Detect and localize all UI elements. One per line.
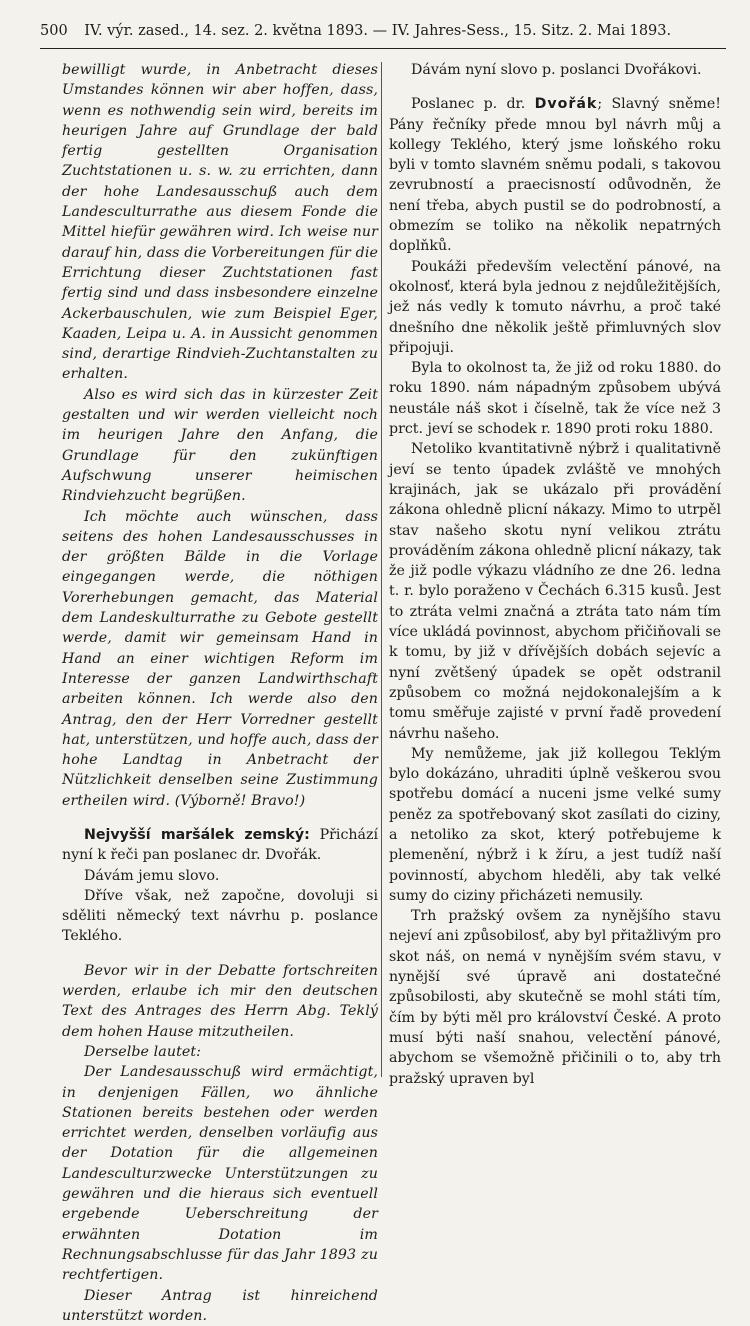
left-paragraph-9: Dieser Antrag ist hinreichend unterstützt worden. xyxy=(62,1287,378,1324)
running-header xyxy=(40,14,726,49)
right-paragraph-6: My nemůžeme, jak již kollegou Teklým bylo dokázáno, uhraditi úplně veškerou svou spotřebu domácí a nuceni jsme velké sumy peněz za spotřebovaný skot zasílati do ciziny, a netoliko za skot, který potřebujeme k plemenění, nýbrž i k žíru, a jest tudíž naší povinností, abychom hleděli, aby tak velké sumy do ciziny přicházeti nemusily. xyxy=(389,745,721,904)
spacer xyxy=(62,947,378,961)
page-number: 500 xyxy=(40,23,68,39)
left-paragraph-8: Der Landesausschuß wird ermächtigt, in denjenigen Fällen, wo ähnliche Stationen bereits bestehen oder werden errichtet werden, denselben vorläufig aus der Dotation für die allgemeinen Landesculturzwecke Unterstützungen zu gewähren und die hieraus sich eventuell ergebende Ueberschreitung der erwähnten Dotation im Rechnungsabschlusse für das Jahr 1893 zu rechtfertigen. xyxy=(62,1064,378,1284)
column-divider xyxy=(381,62,382,1077)
right-paragraph-3: Poukáži především velectění pánové, na okolnosť, která byla jednou z nejdůležitějších, jež nás vedly k tomuto návrhu, a proč také dnešního dne několik ještě přimluvných slov připojuji. xyxy=(389,258,721,356)
speaker-paragraph xyxy=(62,825,378,866)
right-paragraph-2-text: ; Slavný sněme! Pány řečníky přede mnou byl návrh můj a kollegy Teklého, který jsme loňského roku byli v tomto slavném sněmu podali, s takovou zevrubností a praecisností odůvodněn, že není třeba, abych pustil se do podrobností, a obmezím se toliko na několik nepatrných doplňků. xyxy=(389,96,721,255)
left-paragraph-3: Ich möchte auch wünschen, dass seitens des hohen Landesausschusses in der größten Bälde in die Vorlage eingegangen werde, die nöthigen Vorerhebungen gemacht, das Material dem Landeskulturrathe zu Gebote gestellt werde, damit wir gemeinsam Hand in Hand an einer wichtigen Reform im Interesse der ganzen Landwirthschaft arbeiten können. Ich werde also den Antrag, den der Herr Vorredner gestellt hat, unterstützen, und hoffe auch, dass der hohe Landtag in Anbetracht der Nützlichkeit denselben seine Zustimmung ertheilen wird. (Výborně! Bravo!) xyxy=(62,508,378,809)
spacer xyxy=(389,80,721,94)
running-title: IV. výr. zased., 14. sez. 2. května 1893. — IV. Jahres-Sess., 15. Sitz. 2. Mai 1893. xyxy=(84,23,672,39)
right-paragraph-4: Byla to okolnost ta, že již od roku 1880. do roku 1890. nám nápadným způsobem ubývá neustále náš skot i číselně, tak že více než 3 prct. jeví se schodek r. 1890 proti roku 1880. xyxy=(389,360,721,438)
right-paragraph-7: Trh pražský ovšem za nynějšího stavu nejeví ani způsobilosť, aby byl přitažlivým pro skot náš, on nemá v nynějším svém stavu, v nynější své úpravě ani dostatečné způsobilosti, aby skutečně se mohl státi tím, čím by býti měl pro království České. A proto musí býti naší snahou, velectění pánové, abychom se všemožně přičinili o to, aby trh pražský upraven byl xyxy=(389,908,721,1087)
speaker-text: Přichází nyní k řeči pan poslanec dr. Dvořák. xyxy=(62,826,378,864)
right-column-czech xyxy=(389,60,721,1089)
left-paragraph-1: bewilligt wurde, in Anbetracht dieses Umstandes können wir aber hoffen, dass, wenn es nothwendig sein wird, bereits im heurigen Jahre auf Grundlage der bald fertig gestellten Organisation Zuchtstationen u. s. w. zu errichten, dann der hohe Landesausschuß auch dem Landesculturrathe aus diesem Fonde die Mittel hiefür gewähren wird. Ich weise nur darauf hin, dass die Vorbereitungen für die Errichtung dieser Zuchtstationen fast fertig sind und dass insbesondere einzelne Ackerbauschulen, wie zum Beispiel Eger, Kaaden, Leipa u. A. in Aussicht genommen sind, derartige Rindvieh-Zuchtanstalten zu erhalten. xyxy=(62,62,378,383)
spacer xyxy=(62,811,378,825)
right-paragraph-2-prefix: Poslanec p. dr. xyxy=(411,96,535,113)
left-paragraph-6: Bevor wir in der Debatte fortschreiten werden, erlaube ich mir den deutschen Text des Antrages des Herrn Abg. Teklý dem hohen Hause mitzutheilen. xyxy=(62,962,378,1040)
left-paragraph-2: Also es wird sich das in kürzester Zeit gestalten und wir werden vielleicht noch im heurigen Jahre den Anfang, die Grundlage für den zukünftigen Aufschwung unserer heimischen Rindviehzucht begrüßen. xyxy=(62,386,378,505)
left-paragraph-5: Dříve však, než započne, dovoluji si sděliti německý text návrhu p. poslance Teklého. xyxy=(62,887,378,945)
speaker-dvorak: Dvořák xyxy=(534,96,598,113)
right-paragraph-2 xyxy=(389,94,721,256)
left-paragraph-7: Derselbe lautet: xyxy=(84,1043,202,1060)
right-paragraph-5: Netoliko kvantitativně nýbrž i qualitativně jeví se tento úpadek zvláště ve mnohých krajinách, jak se ukázalo při provádění zákona ohledně plicní nákazy. Mimo to utrpěl stav našeho skotu nyní velikou ztrátu prováděním zákona ohledně plicní nákazy, tak že již podle výkazu vládního ze dne 26. ledna t. r. bylo poraženo v Čechách 6.315 kusů. Jest to ztráta velmi značná a ztráta tato nám tím více ukládá povinnost, abychom přičiňovali se k tomu, by již v dřívějších dobách sejevíc a nyní zvětšený úpadek se opět odstranil způsobem co možná nejdokonalejším a k tomu směřuje zajisté v první řadě provedení návrhu našeho. xyxy=(389,441,721,742)
speaker-name: Nejvyšší maršálek zemský: xyxy=(84,826,310,843)
right-paragraph-1: Dávám nyní slovo p. poslanci Dvořákovi. xyxy=(411,62,702,78)
left-column-german-czech xyxy=(62,60,378,1326)
left-paragraph-4: Dávám jemu slovo. xyxy=(84,867,220,884)
